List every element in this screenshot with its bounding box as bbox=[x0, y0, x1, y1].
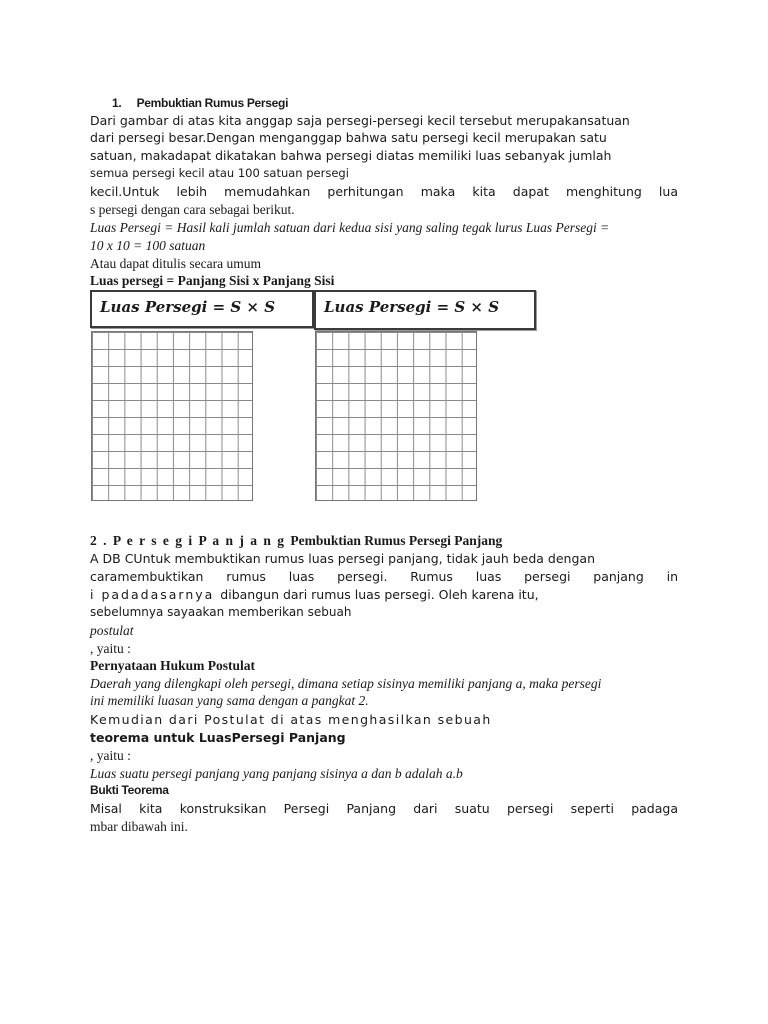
italic-term: postulat bbox=[90, 623, 134, 638]
subheading: Pernyataan Hukum Postulat bbox=[90, 658, 256, 673]
paragraph-line: A DB CUntuk membuktikan rumus luas persegi panjang, tidak jauh beda dengan bbox=[90, 551, 595, 566]
italic-statement-line: ini memiliki luasan yang sama dengan a pangkat 2. bbox=[90, 693, 369, 708]
paragraph-line: , yaitu : bbox=[90, 641, 131, 656]
paragraph-line bbox=[90, 586, 539, 603]
formula-label: Luas Persegi bbox=[324, 298, 432, 316]
italic-formula-line: Luas Persegi = Hasil kali jumlah satuan dari kedua sisi yang saling tegak lurus Luas Persegi = bbox=[90, 220, 610, 235]
formula-box-left bbox=[90, 290, 314, 328]
paragraph-fragment: i padadasarnya bbox=[90, 587, 221, 602]
formula-label: Luas Persegi bbox=[100, 298, 208, 316]
paragraph-fragment: cara bbox=[90, 569, 118, 584]
paragraph-line: Atau dapat ditulis secara umum bbox=[90, 256, 261, 271]
square-grid-left bbox=[91, 331, 253, 501]
section-2-heading-spaced: 2 . P e r s e g i P a n j a n g bbox=[90, 533, 291, 548]
section-1-heading bbox=[112, 95, 288, 112]
paragraph-line: kecil.Untuk lebih memudahkan perhitungan maka kita dapat menghitung lua bbox=[90, 184, 678, 199]
square-grid-right bbox=[315, 331, 477, 501]
paragraph-line: satuan, makadapat dikatakan bahwa persegi diatas memiliki luas sebanyak jumlah bbox=[90, 148, 612, 163]
paragraph-line: s persegi dengan cara sebagai berikut. bbox=[90, 202, 295, 217]
paragraph-line: Kemudian dari Postulat di atas menghasilkan sebuah bbox=[90, 712, 492, 727]
paragraph-line: dari persegi besar.Dengan menganggap bahwa satu persegi kecil merupakan satu bbox=[90, 130, 607, 145]
subheading: Bukti Teorema bbox=[90, 783, 169, 797]
paragraph-line: Dari gambar di atas kita anggap saja persegi-persegi kecil tersebut merupakansatuan bbox=[90, 113, 630, 128]
formula-statement: Luas persegi = Panjang Sisi x Panjang Sisi bbox=[90, 273, 335, 288]
paragraph-line: mbar dibawah ini. bbox=[90, 819, 188, 834]
formula-box-right bbox=[314, 290, 536, 330]
subheading: teorema untuk LuasPersegi Panjang bbox=[90, 730, 346, 745]
paragraph-fragment: dibangun dari rumus luas persegi. Oleh karena itu, bbox=[220, 587, 539, 602]
italic-statement-line: Luas suatu persegi panjang yang panjang sisinya a dan b adalah a.b bbox=[90, 766, 463, 781]
paragraph-line: Misal kita konstruksikan Persegi Panjang dari suatu persegi seperti padaga bbox=[90, 801, 678, 816]
paragraph-line: sebelumnya sayaakan memberikan sebuah bbox=[90, 605, 352, 619]
paragraph-line: , yaitu : bbox=[90, 748, 131, 763]
italic-statement-line: Daerah yang dilengkapi oleh persegi, dimana setiap sisinya memiliki panjang a, maka persegi bbox=[90, 676, 602, 691]
paragraph-line bbox=[90, 568, 678, 585]
paragraph-fragment: membuktikan rumus luas persegi. Rumus luas persegi panjang in bbox=[117, 569, 678, 584]
section-2-heading bbox=[90, 532, 502, 549]
section-2-title: Pembuktian Rumus Persegi Panjang bbox=[290, 533, 503, 548]
formula-rhs: = S × S bbox=[207, 298, 276, 316]
section-1-title: Pembuktian Rumus Persegi bbox=[136, 96, 289, 110]
italic-formula-line: 10 x 10 = 100 satuan bbox=[90, 238, 206, 253]
section-1-number: 1. bbox=[112, 96, 122, 110]
formula-rhs: = S × S bbox=[431, 298, 500, 316]
paragraph-line: semua persegi kecil atau 100 satuan persegi bbox=[90, 166, 349, 180]
